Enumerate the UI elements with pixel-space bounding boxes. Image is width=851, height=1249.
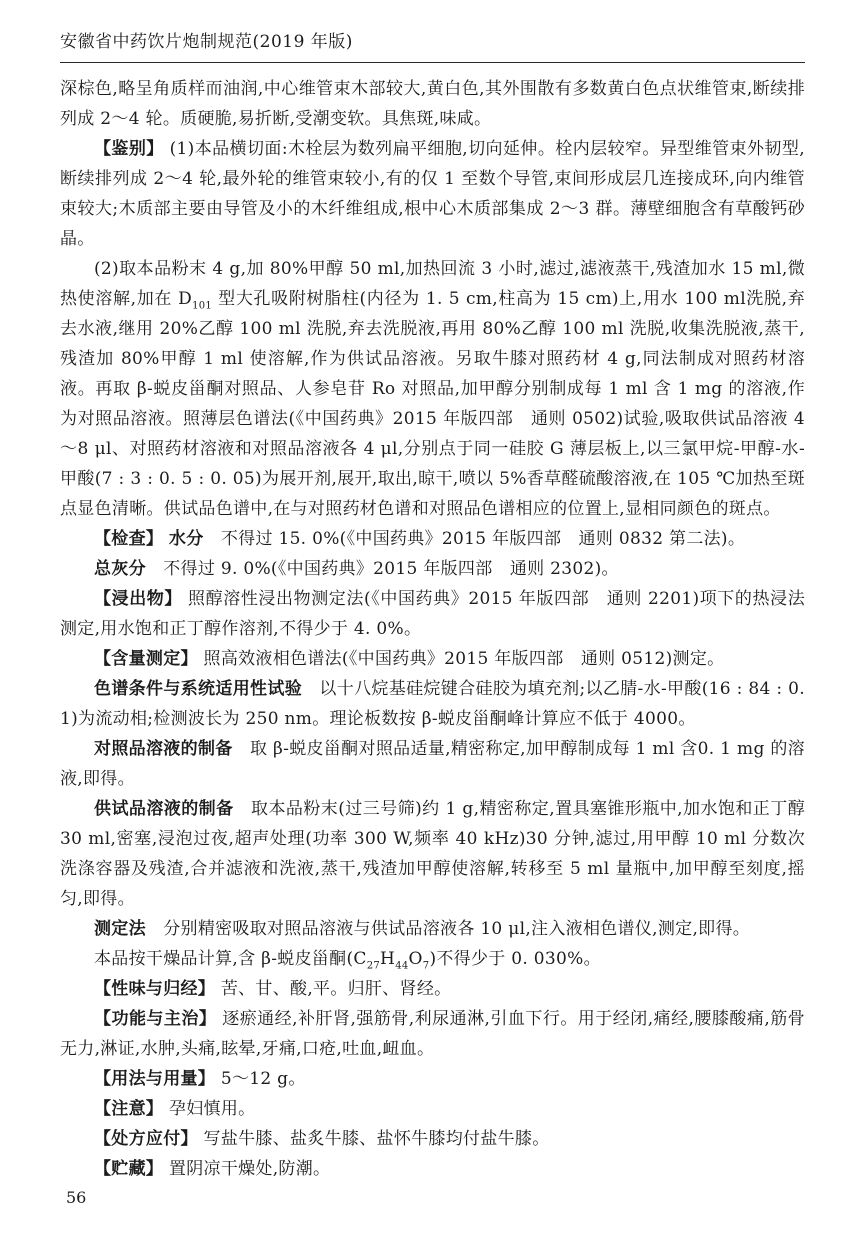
formula-sub-c: 27	[366, 960, 381, 972]
nature-text: 苦、甘、酸,平。归肝、肾经。	[220, 979, 452, 999]
ash-label: 总灰分	[94, 559, 146, 579]
identification-p1-text: (1)本品横切面:木栓层为数列扁平细胞,切向延伸。栓内层较窄。异型维管束外韧型,断续排列成 2～4 轮,最外轮的维管束较小,有的仅 1 至数个导管,束间形成层几连接成环,向内维管束较大;木质部主要由导管及小的木纤维组成,根中心木质部集成 2～3 群。薄壁细胞含有草酸钙砂晶。	[60, 139, 805, 249]
assay-test-solution	[60, 794, 805, 914]
nature-label: 【性味与归经】	[94, 979, 216, 999]
test-solution-label: 供试品溶液的制备	[94, 799, 234, 819]
ash-text: 不得过 9. 0%(《中国药典》2015 年版四部 通则 2302)。	[163, 559, 619, 579]
page-body	[60, 74, 805, 1184]
conditions-text: 以十八烷基硅烷键合硅胶为填充剂;以乙腈-水-甲酸(16 : 84 : 0. 1)为流动相;检测波长为 250 nm。理论板数按 β-蜕皮甾酮峰计算应不低于 4000。	[60, 679, 805, 729]
limit-a: 本品按干燥品计算,含 β-蜕皮甾酮(C	[94, 949, 367, 969]
function-label: 【功能与主治】	[94, 1009, 217, 1029]
assay-conditions	[60, 674, 805, 734]
storage-text: 置阴凉干燥处,防潮。	[168, 1159, 331, 1179]
function-section	[60, 1004, 805, 1064]
identification-p1	[60, 134, 805, 254]
usage-section	[60, 1064, 805, 1094]
inspection-water	[60, 524, 805, 554]
resin-subscript: 101	[192, 300, 213, 312]
storage-label: 【贮藏】	[94, 1159, 164, 1179]
assay-method	[60, 914, 805, 944]
limit-b: H	[380, 949, 396, 969]
function-text: 逐瘀通经,补肝肾,强筋骨,利尿通淋,引血下行。用于经闭,痛经,腰膝酸痛,筋骨无力,淋证,水肿,头痛,眩晕,牙痛,口疮,吐血,衄血。	[60, 1009, 805, 1059]
extract-text: 照醇溶性浸出物测定法(《中国药典》2015 年版四部 通则 2201)项下的热浸法测定,用水饱和正丁醇作溶剂,不得少于 4. 0%。	[60, 589, 805, 639]
caution-section	[60, 1094, 805, 1124]
prescription-section	[60, 1124, 805, 1154]
assay-limit	[60, 944, 805, 974]
formula-sub-h: 44	[395, 960, 409, 972]
inspection-label: 【检查】	[94, 529, 164, 549]
method-text: 分别精密吸取对照品溶液与供试品溶液各 10 μl,注入液相色谱仪,测定,即得。	[163, 919, 751, 939]
extract-section	[60, 584, 805, 644]
assay-reference-solution	[60, 734, 805, 794]
character-continuation: 深棕色,略呈角质样而油润,中心维管束木部较大,黄白色,其外围散有多数黄白色点状维管束,断续排列成 2～4 轮。质硬脆,易折断,受潮变软。具焦斑,味咸。	[60, 79, 805, 129]
caution-text: 孕妇慎用。	[168, 1099, 256, 1119]
assay-text: 照高效液相色谱法(《中国药典》2015 年版四部 通则 0512)测定。	[203, 649, 725, 669]
storage-section	[60, 1154, 805, 1184]
header-rule	[60, 62, 805, 63]
water-text: 不得过 15. 0%(《中国药典》2015 年版四部 通则 0832 第二法)。	[220, 529, 746, 549]
conditions-label: 色谱条件与系统适用性试验	[94, 679, 303, 699]
identification-p2-a: (2)取本品粉末 4 g,加 80%甲醇 50 ml,加热回流 3 小时,滤过,滤液蒸干,残渣加水 15 ml,微热使溶解,加在 D	[60, 259, 805, 309]
test-solution-text: 取本品粉末(过三号筛)约 1 g,精密称定,置具塞锥形瓶中,加水饱和正丁醇 30 ml,密塞,浸泡过夜,超声处理(功率 300 W,频率 40 kHz)30 分钟,滤过,用甲醇 10 ml 分数次洗涤容器及残渣,合并滤液和洗液,蒸干,残渣加甲醇使溶解,转移至 5 ml 量瓶中,加甲醇至刻度,摇匀,即得。	[60, 799, 805, 909]
nature-section	[60, 974, 805, 1004]
assay-label: 【含量测定】	[94, 649, 198, 669]
usage-label: 【用法与用量】	[94, 1069, 216, 1089]
water-label: 水分	[168, 529, 204, 549]
inspection-ash	[60, 554, 805, 584]
identification-p2	[60, 254, 805, 524]
usage-text: 5～12 g。	[220, 1069, 306, 1089]
identification-p2-b: 型大孔吸附树脂柱(内径为 1. 5 cm,柱高为 15 cm)上,用水 100 ml洗脱,弃去水液,继用 20%乙醇 100 ml 洗脱,弃去洗脱液,再用 80%乙醇 100 ml 洗脱,收集洗脱液,蒸干,残渣加 80%甲醇 1 ml 使溶解,作为供试品溶液。另取牛膝对照药材 4 g,同法制成对照药材溶液。再取 β-蜕皮甾酮对照品、人参皂苷 Ro 对照品,加甲醇分别制成每 1 ml 含 1 mg 的溶液,作为对照品溶液。照薄层色谱法(《中国药典》2015 年版四部 通则 0502)试验,吸取供试品溶液 4～8 μl、对照药材溶液和对照品溶液各 4 μl,分别点于同一硅胶 G 薄层板上,以三氯甲烷-甲醇-水-甲酸(7 : 3 : 0. 5 : 0. 05)为展开剂,展开,取出,晾干,喷以 5%香草醛硫酸溶液,在 105 ℃加热至斑点显色清晰。供试品色谱中,在与对照药材色谱和对照品色谱相应的位置上,显相同颜色的斑点。	[60, 289, 806, 519]
running-header: 安徽省中药饮片炮制规范(2019 年版)	[60, 32, 353, 52]
formula-sub-o: 7	[422, 960, 430, 972]
limit-d: )不得少于 0. 030%。	[429, 949, 601, 969]
limit-c: O	[408, 949, 423, 969]
assay-section	[60, 644, 805, 674]
reference-label: 对照品溶液的制备	[94, 739, 233, 759]
page-number: 56	[66, 1188, 87, 1207]
method-label: 测定法	[94, 919, 146, 939]
caution-label: 【注意】	[94, 1099, 164, 1119]
identification-label: 【鉴别】	[94, 139, 164, 159]
extract-label: 【浸出物】	[94, 589, 182, 609]
prescription-label: 【处方应付】	[94, 1129, 198, 1149]
reference-text: 取 β-蜕皮甾酮对照品适量,精密称定,加甲醇制成每 1 ml 含0. 1 mg 的溶液,即得。	[60, 739, 805, 789]
prescription-text: 写盐牛膝、盐炙牛膝、盐怀牛膝均付盐牛膝。	[203, 1129, 550, 1149]
